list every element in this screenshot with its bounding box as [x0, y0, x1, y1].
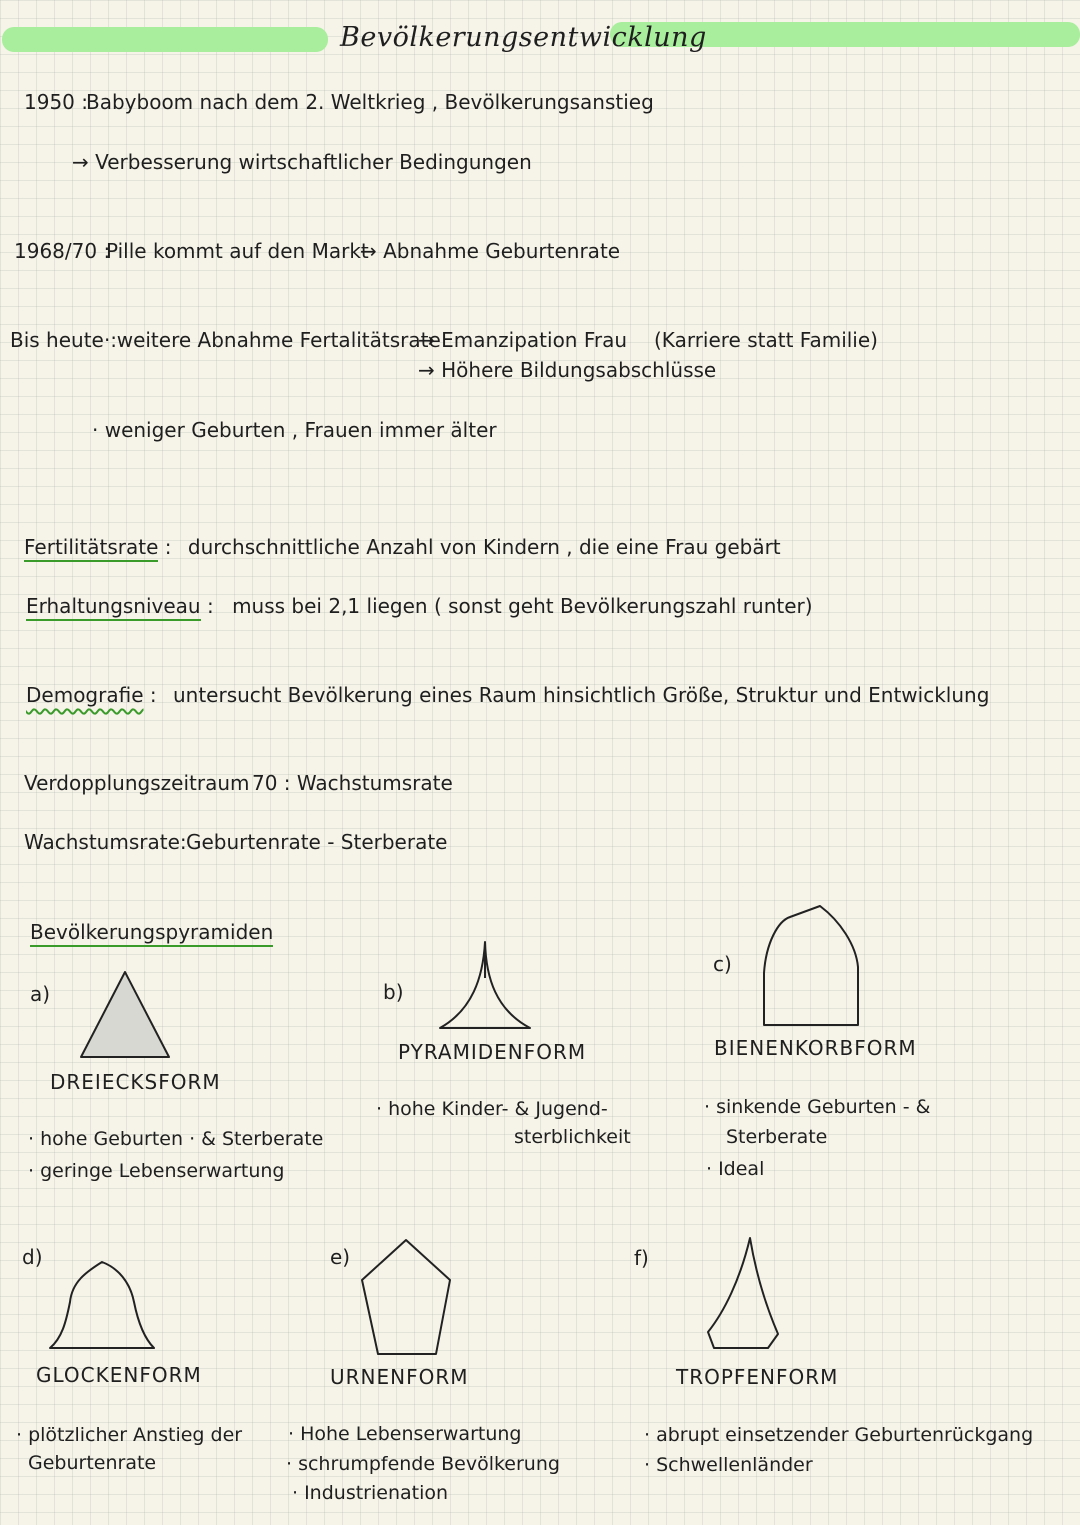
- pyramid-d-note-1: · plötzlicher Anstieg der: [16, 1424, 243, 1446]
- pyramid-a-note-1: · hohe Geburten · & Sterberate: [28, 1128, 324, 1150]
- pyramid-b-name: PYRAMIDENFORM: [398, 1040, 587, 1064]
- pyramid-b-note-2: sterblichkeit: [514, 1126, 631, 1148]
- demography-term: Demografie: [26, 683, 144, 707]
- pyramid-e-note-3: · Industrienation: [292, 1482, 449, 1504]
- pyramid-f-note-1: · abrupt einsetzender Geburtenrückgang: [644, 1424, 1034, 1446]
- fertility-definition: [24, 535, 781, 559]
- pyramid-d-name: GLOCKENFORM: [36, 1363, 202, 1387]
- replacement-definition: [26, 594, 813, 618]
- doubling-term: Verdopplungszeitraum: [24, 771, 250, 795]
- pill-text: Pille kommt auf den Markt: [106, 239, 369, 263]
- triangle-pyramid-shape: [78, 968, 172, 1060]
- pyramid-c-letter: c): [713, 952, 732, 976]
- title-highlight-left: [2, 27, 328, 52]
- pyramid-c-note-1: · sinkende Geburten - &: [704, 1096, 931, 1118]
- fertility-text: durchschnittliche Anzahl von Kindern , die eine Frau gebärt: [187, 535, 781, 559]
- pyramid-f-letter: f): [634, 1246, 649, 1270]
- birthrate-decline-text: → Abnahme Geburtenrate: [360, 239, 621, 263]
- year-1968: 1968/70 :: [14, 239, 111, 263]
- fertility-term: Fertilitätsrate: [24, 535, 158, 562]
- pyramid-d-letter: d): [22, 1245, 43, 1269]
- pyramid-f-note-2: · Schwellenländer: [644, 1454, 813, 1476]
- demography-definition: [26, 683, 989, 707]
- pyramid-d-note-2: Geburtenrate: [28, 1452, 157, 1474]
- pyramid-e-name: URNENFORM: [330, 1365, 469, 1389]
- career-text: (Karriere statt Familie): [654, 328, 878, 352]
- pyramid-c-note-3: · Ideal: [706, 1158, 765, 1180]
- growth-text: Geburtenrate - Sterberate: [186, 830, 448, 854]
- pyramid-e-note-2: · schrumpfende Bevölkerung: [286, 1453, 560, 1475]
- pyramid-c-note-2: Sterberate: [726, 1126, 828, 1148]
- year-1950: 1950 :: [24, 90, 88, 114]
- beehive-shape: [760, 903, 862, 1029]
- pyramid-f-name: TROPFENFORM: [676, 1365, 839, 1389]
- babyboom-text: Babyboom nach dem 2. Weltkrieg , Bevölkerungsanstieg: [86, 90, 654, 114]
- pyramids-heading: Bevölkerungspyramiden: [30, 920, 273, 947]
- doubling-text: 70 : Wachstumsrate: [252, 771, 453, 795]
- pyramid-b-letter: b): [383, 980, 404, 1004]
- bell-shape: [46, 1258, 158, 1352]
- pyramid-a-name: DREIECKSFORM: [50, 1070, 221, 1094]
- today-label: Bis heute :: [10, 328, 117, 352]
- page-title: Bevölkerungsentwicklung: [340, 22, 707, 53]
- demography-text: untersucht Bevölkerung eines Raum hinsichtlich Größe, Struktur und Entwicklung: [172, 683, 990, 707]
- replacement-text: muss bei 2,1 liegen ( sonst geht Bevölkerungszahl runter): [232, 594, 813, 618]
- fertility-sep: :: [164, 535, 172, 559]
- pyramid-a-letter: a): [30, 982, 51, 1006]
- demography-sep: :: [149, 683, 157, 707]
- fewer-births-text: · weniger Geburten , Frauen immer älter: [92, 418, 497, 442]
- pyramid-a-note-2: · geringe Lebenserwartung: [28, 1160, 285, 1182]
- fertility-decline-text: · weitere Abnahme Fertalitätsrate: [104, 328, 441, 352]
- pyramid-b-note-1: · hohe Kinder- & Jugend-: [376, 1098, 608, 1120]
- pyramid-e-letter: e): [330, 1245, 351, 1269]
- pyramid-shape: [436, 938, 534, 1032]
- emancipation-text: → Emanzipation Frau: [418, 328, 628, 352]
- growth-term: Wachstumsrate:: [24, 830, 187, 854]
- education-text: → Höhere Bildungsabschlüsse: [418, 358, 717, 382]
- replacement-term: Erhaltungsniveau: [26, 594, 201, 621]
- urn-shape: [356, 1236, 456, 1358]
- conditions-text: → Verbesserung wirtschaftlicher Bedingungen: [72, 150, 532, 174]
- drop-shape: [704, 1234, 784, 1352]
- pyramid-e-note-1: · Hohe Lebenserwartung: [288, 1423, 522, 1445]
- pyramid-c-name: BIENENKORBFORM: [714, 1036, 917, 1060]
- replacement-sep: :: [206, 594, 214, 618]
